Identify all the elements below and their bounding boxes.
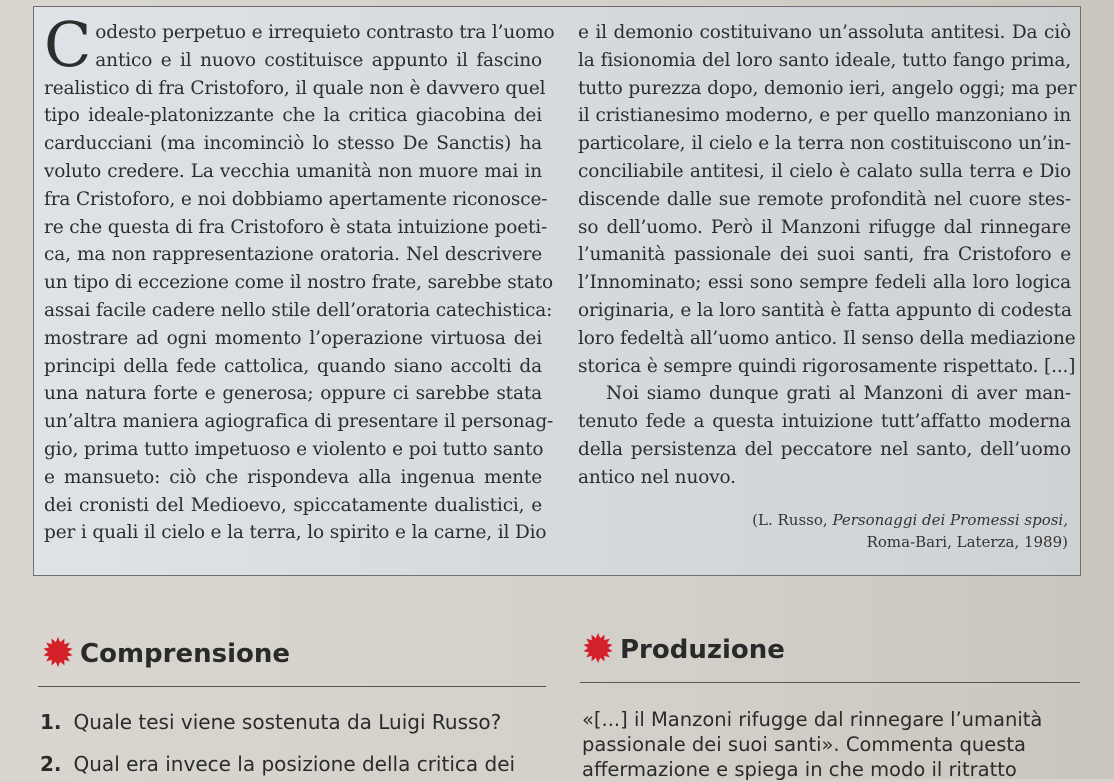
- text-line: antico nel nuovo.: [578, 466, 736, 488]
- text-line: e il demonio costituivano un’assoluta antitesi. Da ciò: [578, 22, 1071, 43]
- text-line: un’altra maniera agiografica di presentare il personag-: [44, 411, 554, 433]
- red-burst-icon: [42, 636, 74, 668]
- text-line: re che questa di fra Cristoforo è stata intuizione poeti-: [44, 216, 548, 238]
- text-line: il cristianesimo moderno, e per quello manzoniano in: [578, 105, 1071, 127]
- comprensione-title: Comprensione: [80, 639, 291, 669]
- comprensione-divider: [38, 686, 546, 687]
- text-line: discende dalle sue remote profondità nel cuore stes-: [578, 188, 1071, 210]
- text-line: ca, ma non rappresentazione oratoria. Nel descrivere: [44, 244, 542, 266]
- question-number: 1.: [40, 710, 62, 734]
- question-text: Qual era invece la posizione della critica dei: [73, 752, 516, 776]
- text-line: dei cronisti del Medioevo, spiccatamente dualistici, e: [44, 494, 542, 516]
- citation: [578, 509, 1068, 553]
- question-2: [40, 752, 515, 776]
- text-line: Noi siamo dunque grati al Manzoni di aver man-: [606, 383, 1071, 405]
- text-line: e mansueto: ciò che rispondeva alla ingenua mente: [44, 466, 542, 488]
- text-line: realistico di fra Cristoforo, il quale non è davvero quel: [44, 77, 546, 99]
- produzione-prompt: [582, 707, 1102, 782]
- text-line: conciliabile antitesi, il cielo è calato sulla terra e Dio: [578, 160, 1071, 182]
- text-line: l’umanità passionale dei suoi santi, fra Cristoforo e: [578, 244, 1071, 266]
- text-line: un tipo di eccezione come il nostro frate, sarebbe stato: [44, 272, 553, 294]
- citation-title: Personaggi dei Promessi sposi,: [832, 511, 1068, 529]
- text-line: originaria, e la loro santità è fatta appunto di codesta: [578, 299, 1072, 321]
- produzione-divider: [580, 682, 1080, 683]
- text-line: voluto credere. La vecchia umanità non muore mai in: [44, 160, 542, 182]
- citation-publisher: Roma-Bari, Laterza, 1989): [866, 533, 1068, 551]
- excerpt-box: [33, 6, 1081, 576]
- comprensione-heading: [42, 636, 290, 669]
- citation-prefix: (L. Russo,: [752, 511, 833, 529]
- text-line: la fisionomia del loro santo ideale, tutto fango prima,: [578, 49, 1071, 71]
- prompt-line: affermazione e spiega in che modo il ritratto: [582, 758, 1017, 781]
- question-text: Quale tesi viene sostenuta da Luigi Russo?: [73, 710, 502, 734]
- text-line: so dell’uomo. Però il Manzoni rifugge dal rinnegare: [578, 216, 1071, 238]
- text-line: mostrare ad ogni momento l’operazione virtuosa dei: [44, 327, 542, 349]
- text-line: fra Cristoforo, e noi dobbiamo apertamente riconosce-: [44, 188, 548, 210]
- text-line: tipo ideale-platonizzante che la critica giacobina dei: [44, 105, 542, 127]
- text-line: tutto purezza dopo, demonio ieri, angelo oggi; ma per: [578, 77, 1077, 99]
- text-line: tenuto fede a questa intuizione tutt’affatto moderna: [578, 411, 1071, 433]
- text-line: storica è sempre quindi rigorosamente rispettato. [...]: [578, 355, 1076, 377]
- text-line: carducciani (ma incominciò lo stesso De Sanctis) ha: [44, 133, 542, 155]
- text-line: assai facile cadere nello stile dell’oratoria catechistica:: [44, 299, 553, 321]
- red-burst-icon: [582, 632, 614, 664]
- text-line: particolare, il cielo e la terra non costituiscono un’in-: [578, 133, 1071, 155]
- right-column: [578, 19, 1077, 492]
- prompt-line: «[...] il Manzoni rifugge dal rinnegare l’umanità: [582, 708, 1043, 731]
- text-line: gio, prima tutto impetuoso e violento e poi tutto santo: [44, 438, 544, 460]
- text-line: per i quali il cielo e la terra, lo spirito e la carne, il Dio: [44, 522, 547, 544]
- text-line: l’Innominato; essi sono sempre fedeli alla loro logica: [578, 272, 1071, 294]
- text-line: una natura forte e generosa; oppure ci sarebbe stata: [44, 383, 542, 405]
- prompt-line: passionale dei suoi santi». Commenta questa: [582, 733, 1027, 756]
- text-line: antico e il nuovo costituisce appunto il fascino: [95, 49, 542, 71]
- produzione-title: Produzione: [620, 635, 785, 665]
- text-line: della persistenza del peccatore nel santo, dell’uomo: [578, 438, 1071, 460]
- question-number: 2.: [40, 752, 62, 776]
- text-line: odesto perpetuo e irrequieto contrasto tra l’uomo: [95, 22, 555, 43]
- drop-cap: C: [44, 8, 92, 81]
- produzione-heading: [582, 632, 785, 665]
- question-1: [40, 710, 501, 734]
- left-column: [44, 8, 555, 547]
- text-line: principi della fede cattolica, quando siano accolti da: [44, 355, 542, 377]
- text-line: loro fedeltà all’uomo antico. Il senso della mediazione: [578, 327, 1076, 349]
